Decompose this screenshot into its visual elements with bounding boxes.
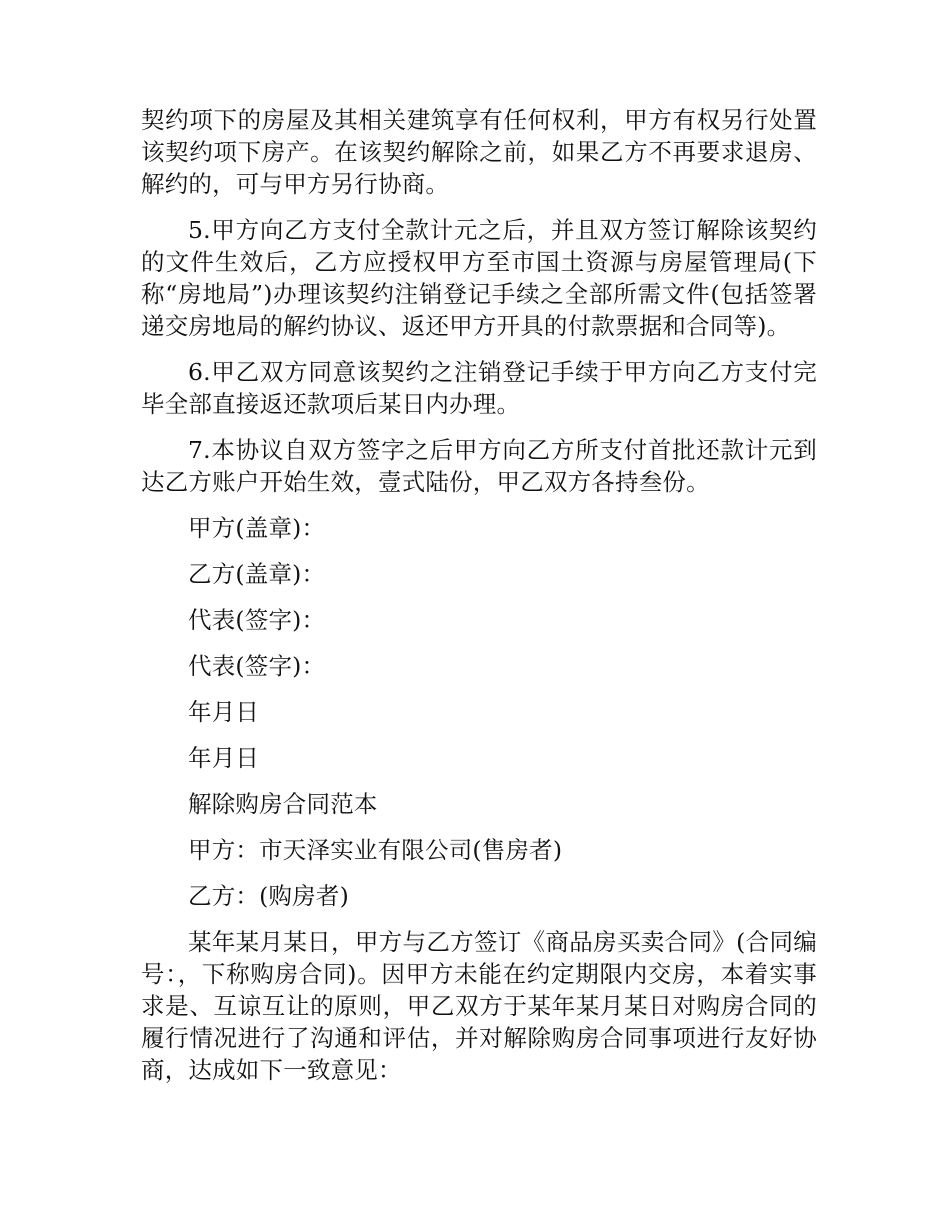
clause-7-paragraph: 7.本协议自双方签字之后甲方向乙方所支付首批还款计元到达乙方账户开始生效，壹式陆份，甲乙双方各持叁份。 xyxy=(141,436,817,496)
representative-a-signature-line: 代表(签字)： xyxy=(188,606,326,634)
second-contract-title: 解除购房合同范本 xyxy=(188,790,378,818)
date-b-line: 年月日 xyxy=(188,744,260,772)
document-body xyxy=(141,104,817,1100)
clause-continuation-paragraph: 契约项下的房屋及其相关建筑享有任何权利，甲方有权另行处置该契约项下房产。在该契约解除之前，如果乙方不再要求退房、解约的，可与甲方另行协商。 xyxy=(141,106,817,198)
clause-6-paragraph: 6.甲乙双方同意该契约之注销登记手续于甲方向乙方支付完毕全部直接返还款项后某日内办理。 xyxy=(141,358,817,418)
date-a-line: 年月日 xyxy=(188,698,260,726)
representative-b-signature-line: 代表(签字)： xyxy=(188,652,326,680)
party-a-seal-line: 甲方(盖章)： xyxy=(188,514,326,542)
party-b-seal-line: 乙方(盖章)： xyxy=(188,560,326,588)
second-contract-party-a: 甲方：市天泽实业有限公司(售房者) xyxy=(188,836,563,864)
clause-5-paragraph: 5.甲方向乙方支付全款计元之后，并且双方签订解除该契约的文件生效后，乙方应授权甲方至市国土资源与房屋管理局(下称“房地局”)办理该契约注销登记手续之全部所需文件(包括签署递交房地局的解约协议、返还甲方开具的付款票据和合同等)。 xyxy=(141,216,817,340)
second-contract-party-b: 乙方：(购房者) xyxy=(188,882,349,910)
second-contract-intro-paragraph: 某年某月某日，甲方与乙方签订《商品房买卖合同》(合同编号：，下称购房合同)。因甲方未能在约定期限内交房，本着实事求是、互谅互让的原则，甲乙双方于某年某月某日对购房合同的履行情况进行了沟通和评估，并对解除购房合同事项进行友好协商，达成如下一致意见： xyxy=(141,928,817,1084)
